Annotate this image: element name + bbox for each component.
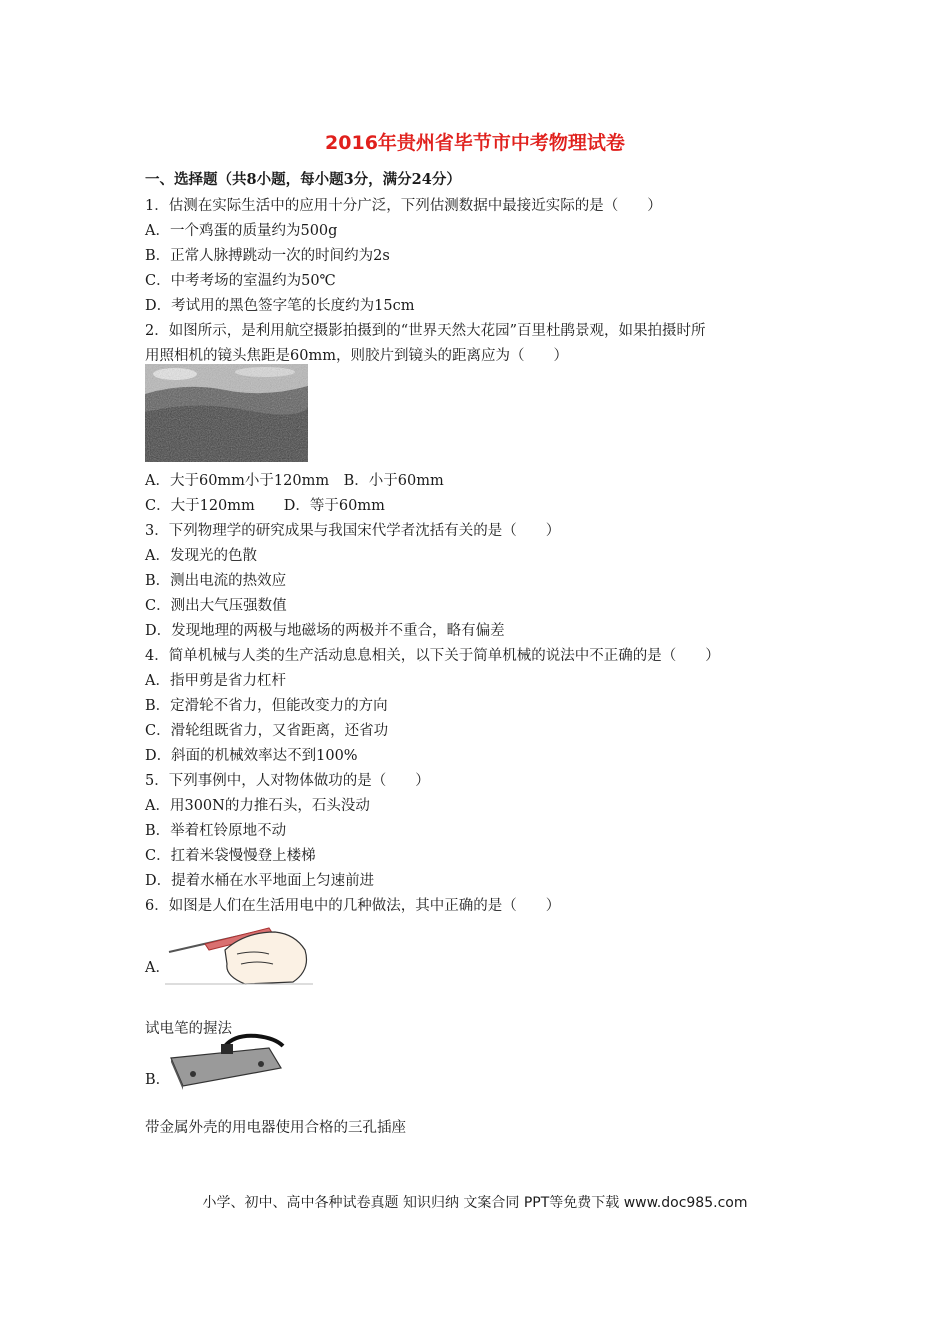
q2-options-cd: C．大于120mm D．等于60mm — [145, 498, 385, 514]
question-2-line-1: 2．如图所示，是利用航空摄影拍摄到的“世界天然大花园”百里杜鹃景观，如果拍摄时所 — [145, 323, 706, 339]
section-heading: 一、选择题（共8小题，每小题3分，满分24分） — [145, 171, 461, 188]
q6-option-b-label: B． — [145, 1072, 171, 1088]
q5-option-c: C．扛着米袋慢慢登上楼梯 — [145, 848, 316, 864]
test-pencil-grip-figure — [165, 920, 313, 986]
page-title: 2016年贵州省毕节市中考物理试卷 — [325, 132, 625, 154]
q6-option-a-caption: 试电笔的握法 — [145, 1021, 232, 1037]
q3-option-d: D．发现地理的两极与地磁场的两极并不重合，略有偏差 — [145, 623, 505, 639]
q1-option-a: A．一个鸡蛋的质量约为500g — [145, 223, 338, 239]
q5-option-d: D．提着水桶在水平地面上匀速前进 — [145, 873, 375, 889]
q4-option-a: A．指甲剪是省力杠杆 — [145, 673, 286, 689]
q4-option-c: C．滑轮组既省力，又省距离，还省功 — [145, 723, 389, 739]
question-5: 5．下列事例中，人对物体做功的是（ ） — [145, 773, 430, 789]
question-6: 6．如图是人们在生活用电中的几种做法，其中正确的是（ ） — [145, 898, 561, 914]
q4-option-b: B．定滑轮不省力，但能改变力的方向 — [145, 698, 388, 714]
q1-option-c: C．中考考场的室温约为50℃ — [145, 273, 336, 289]
q6-option-a-label: A． — [145, 960, 170, 976]
q2-options-ab: A．大于60mm小于120mm B．小于60mm — [145, 473, 444, 489]
q1-option-b: B．正常人脉搏跳动一次的时间约为2s — [145, 248, 390, 264]
q3-option-b: B．测出电流的热效应 — [145, 573, 287, 589]
question-4: 4．简单机械与人类的生产活动息息相关，以下关于简单机械的说法中不正确的是（ ） — [145, 648, 720, 664]
q5-option-a: A．用300N的力推石头，石头没动 — [145, 798, 370, 814]
q6-option-b-caption: 带金属外壳的用电器使用合格的三孔插座 — [145, 1120, 406, 1136]
footer-text: 小学、初中、高中各种试卷真题 知识归纳 文案合同 PPT等免费下载 www.doc985.com — [202, 1195, 748, 1211]
power-strip-figure — [165, 1032, 285, 1092]
q3-option-c: C．测出大气压强数值 — [145, 598, 287, 614]
q1-option-d: D．考试用的黑色签字笔的长度约为15cm — [145, 298, 415, 314]
question-1: 1．估测在实际生活中的应用十分广泛，下列估测数据中最接近实际的是（ ） — [145, 198, 662, 214]
question-3: 3．下列物理学的研究成果与我国宋代学者沈括有关的是（ ） — [145, 523, 561, 539]
question-2-line-2: 用照相机的镜头焦距是60mm，则胶片到镜头的距离应为（ ） — [145, 348, 568, 364]
q5-option-b: B．举着杠铃原地不动 — [145, 823, 287, 839]
q4-option-d: D．斜面的机械效率达不到100% — [145, 748, 358, 764]
aerial-landscape-photo — [145, 364, 308, 462]
q3-option-a: A．发现光的色散 — [145, 548, 257, 564]
